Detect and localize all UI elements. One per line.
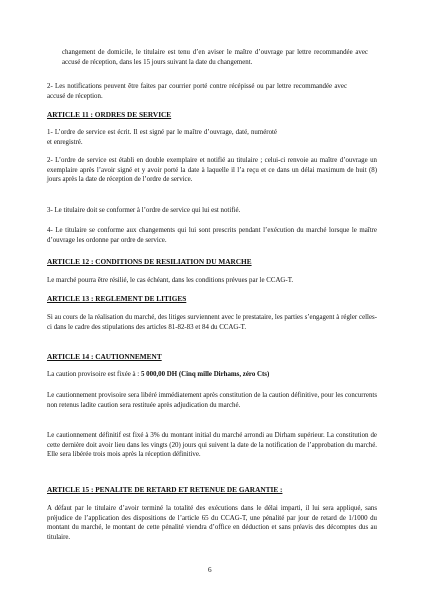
notification-item-2: 2- Les notifications peuvent être faites par courrier porté contre récépissé ou par lettre recommandée avec accusé de réception.	[47, 83, 347, 100]
article-11-item-4: 4- Le titulaire se conforme aux changements qui lui sont prescrits pendant l’exécution du marché lorsque le maître d’ouvrage les ordonne par ordre de service.	[47, 227, 377, 244]
caution-label: La caution provisoire est fixée à :	[47, 371, 141, 378]
article-11-item-1: 1- L’ordre de service est écrit. Il est signé par le maître d’ouvrage, daté, numéroté et enregistré.	[47, 129, 277, 146]
article-14-title: ARTICLE 14 : CAUTIONNEMENT	[47, 352, 162, 361]
article-14-para-2: Le cautionnement définitif est fixé à 3% du montant initial du marché arrondi au Dirham supérieur. La constitution de cette dernière doit avoir lieu dans les vingts (20) jours qui suivent la date de la notification de l’approbation du marché. Elle sera libérée trois mois après la réception définitive.	[47, 432, 377, 459]
page-number: 6	[208, 566, 212, 574]
article-13-text: Si au cours de la réalisation du marché, des litiges surviennent avec le prestataire, les parties s’engagent à régler celles-ci dans le cadre des stipulations des articles 81-82-83 et 84 du CCAG-T.	[47, 314, 377, 331]
article-14-para-1: Le cautionnement provisoire sera libéré immédiatement après constitution de la caution définitive, pour les concurrents non retenus ladite caution sera restituée après adjudication du marché.	[47, 392, 377, 409]
article-11-item-2: 2- L’ordre de service est établi en double exemplaire et notifié au titulaire ; celui-ci renvoie au maître d’ouvrage un exemplaire après l’avoir signé et y avoir porté la date à laquelle il l’a reçu et ce dans un délai maximum de huit (8) jours après la date de réception de l’ordre de service.	[47, 157, 377, 184]
article-13-title: ARTICLE 13 : REGLEMENT DE LITIGES	[47, 294, 187, 303]
article-14-caution	[47, 370, 377, 380]
article-11-item-3: 3- Le titulaire doit se conformer à l’ordre de service qui lui est notifié.	[47, 207, 241, 214]
article-12-title: ARTICLE 12 : CONDITIONS DE RESILIATION DU MARCHE	[47, 257, 252, 266]
caution-amount: 5 000,00 DH (Cinq mille Dirhams, zéro Cts)	[140, 371, 270, 378]
intro-continuation: changement de domicile, le titulaire est tenu d’en aviser le maître d’ouvrage par lettre recommandée avec accusé de réception, dans les 15 jours suivant la date du changement.	[62, 49, 368, 66]
article-12-text: Le marché pourra être résilié, le cas échéant, dans les conditions prévues par le CCAG-T.	[47, 277, 294, 284]
article-15-title: ARTICLE 15 : PENALITE DE RETARD ET RETENUE DE GARANTIE :	[47, 485, 283, 494]
article-15-text: A défaut par le titulaire d’avoir terminé la totalité des exécutions dans le délai imparti, il lui sera appliqué, sans préjudice de l’application des dispositions de l’article 65 du CCAG-T, une pénalité par jour de retard de 1/1000 du montant du marché, le montant de cette pénalité viendra d’office en déduction et sans préavis des décomptes dus au titulaire.	[47, 505, 377, 541]
article-11-title: ARTICLE 11 : ORDRES DE SERVICE	[47, 110, 172, 119]
